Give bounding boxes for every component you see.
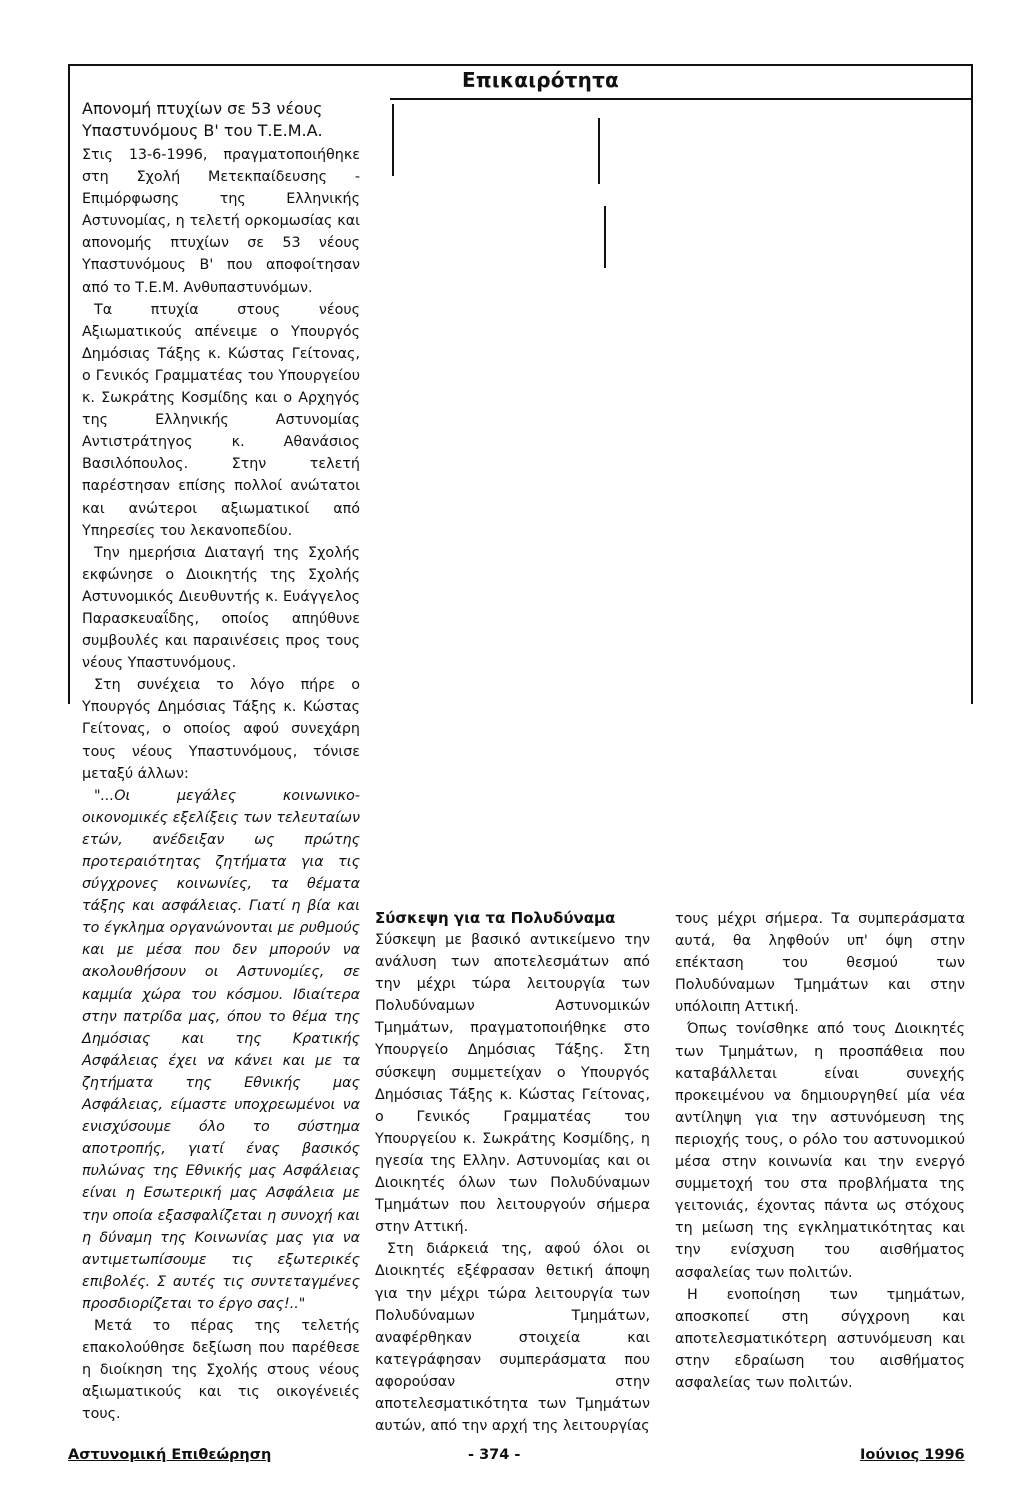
article-paragraph: Στις 13-6-1996, πραγματοποιήθηκε στη Σχολή Μετεκπαίδευσης - Επιμόρφωσης της Ελληνικής Αστυνομίας, η τελετή ορκομωσίας και απονομής πτυχίων σε 53 νέους Υπαστυνόμους Β' που αποφοίτησαν από το Τ.Ε.Μ. Ανθυπαστυνόμων. [82, 147, 360, 296]
article-left-column [82, 98, 360, 1425]
left-rule [68, 64, 70, 704]
scan-artifact-line [604, 206, 606, 268]
article-closing: Μετά το πέρας της τελετής επακολούθησε δεξίωση που παρέθεσε η διοίκηση της Σχολής στους νέους αξιωματικούς και τις οικογένειές τους. [82, 1317, 360, 1423]
article2-paragraph: Στη διάρκειά της, αφού όλοι οι Διοικητές εξέφρασαν θετική άποψη για την μέχρι τώρα λειτουργία των Πολυδύναμων Τμημάτων, αναφέρθηκαν στοιχεία και κατεγράφησαν συμπεράσματα που αφορούσαν στην αποτελεσματικότητα των Τμημάτων αυτών, από την αρχή της λειτουργίας [375, 1241, 650, 1435]
article2-middle-column [375, 908, 650, 1437]
article-title [82, 98, 360, 142]
scan-artifact-line [598, 118, 600, 184]
scan-artifact-line [392, 104, 394, 176]
article2-paragraph: Σύσκεψη με βασικό αντικείμενο την ανάλυση των αποτελεσμάτων από την μέχρι τώρα λειτουργία των Πολυδύναμων Αστυνομικών Τμημάτων, πραγματοποιήθηκε στο Υπουργείο Δημόσιας Τάξης. Στη σύσκεψη συμμετείχαν ο Υπουργός Δημόσιας Τάξης κ. Κώστας Γείτονας, ο Γενικός Γραμματέας του Υπουργείου κ. Σωκράτης Κοσμίδης, η ηγεσία της Ελλην. Αστυνομίας και οι Διοικητές όλων των Πολυδύναμων Τμημάτων που λειτουργούν σήμερα στην Αττική. [375, 932, 650, 1236]
article-title-line1: Απονομή πτυχίων σε 53 νέους [82, 99, 323, 118]
footer-publication: Αστυνομική Επιθεώρηση [68, 1447, 272, 1463]
article-paragraph: Την ημερήσια Διαταγή της Σχολής εκφώνησε ο Διοικητής της Σχολής Αστυνομικός Διευθυντής κ. Ευάγγελος Παρασκευαΐδης, οποίος απηύθυνε συμβουλές και παραινέσεις προς τους νέους Υπαστυνόμους. [82, 544, 360, 672]
article2-right-column [675, 908, 965, 1394]
footer-date: Ιούνιος 1996 [860, 1447, 965, 1463]
article2-paragraph: Η ενοποίηση των τμημάτων, αποσκοπεί στη σύγχρονη και αποτελεσματικότερη αστυνόμευση και στην εδραίωση του αισθήματος ασφαλείας των πολιτών. [675, 1286, 965, 1391]
top-rule [68, 64, 973, 66]
article-paragraph: Τα πτυχία στους νέους Αξιωματικούς απένειμε ο Υπουργός Δημόσιας Τάξης κ. Κώστας Γείτονας, ο Γενικός Γραμματέας του Υπουργείου κ. Σωκράτης Κοσμίδης και ο Αρχηγός της Ελληνικής Αστυνομίας Αντιστράτηγος κ. Αθανάσιος Βασιλόπουλος. Στην τελετή παρέστησαν επίσης πολλοί ανώτατοι και ανώτεροι αξιωματικοί από Υπηρεσίες του λεκανοπεδίου. [82, 301, 360, 539]
section-title: Επικαιρότητα [462, 68, 619, 92]
article2-paragraph: τους μέχρι σήμερα. Τα συμπεράσματα αυτά, θα ληφθούν υπ' όψη στην επέκταση του θεσμού των Πολυδύναμων Τμημάτων και στην υπόλοιπη Αττική. [675, 911, 965, 1016]
article-paragraph: Στη συνέχεια το λόγο πήρε ο Υπουργός Δημόσιας Τάξης κ. Κώστας Γείτονας, ο οποίος αφού συνεχάρη τους νέους Υπαστυνόμους, τόνισε μεταξύ άλλων: [82, 677, 360, 782]
article2-paragraph: Όπως τονίσθηκε από τους Διοικητές των Τμημάτων, η προσπάθεια που καταβάλλεται είναι συνεχής προκειμένου να δημιουργηθεί μία νέα αντίληψη για την αστυνόμευση της περιοχής τους, ο ρόλο του αστυνομικού μέσα στην κοινωνία και την ενεργό συμμετοχή του στα προβλήματα της γειτονιάς, έχοντας πάντα ως στόχους τη μείωση της εγκληματικότητας και την ενίσχυση του αισθήματος ασφαλείας των πολιτών. [675, 1021, 965, 1281]
footer-page-number: - 374 - [468, 1447, 521, 1463]
article-quote: "...Οι μεγάλες κοινωνικο-οικονομικές εξελίξεις των τελευταίων ετών, ανέδειξαν ως πρώτης προτεραιότητας ζητήματα για τις σύγχρονες κοινωνίες, τα θέματα τάξης και ασφάλειας. Γιατί η βία και το έγκλημα οργανώνονται με ρυθμούς και με μέσα που δεν μπορούν να ακολουθήσουν οι Αστυνομίες, σε καμμία χώρα του κόσμου. Ιδιαίτερα στην πατρίδα μας, όπου το θέμα της Δημόσιας και της Κρατικής Ασφάλειας έχει να κάνει και με τα ζητήματα της Εθνικής μας Ασφάλειας, είμαστε υποχρεωμένοι να ενισχύσουμε όλο το σύστημα αποτροπής, γιατί ένας βασικός πυλώνας της Εθνικής μας Ασφάλειας είναι η Εσωτερική μας Ασφάλεια με την οποία εξασφαλίζεται η συνοχή και η δύναμη της Κοινωνίας μας για να αντιμετωπίσουμε τις εξωτερικές επιβολές. Σ αυτές τις συντεταγμένες προσδιορίζεται το έργο σας!.." [82, 787, 360, 1312]
article2-title: Σύσκεψη για τα Πολυδύναμα [375, 909, 616, 927]
article-title-line2: Υπαστυνόμους Β' του Τ.Ε.Μ.Α. [82, 121, 323, 140]
right-rule [971, 64, 973, 704]
